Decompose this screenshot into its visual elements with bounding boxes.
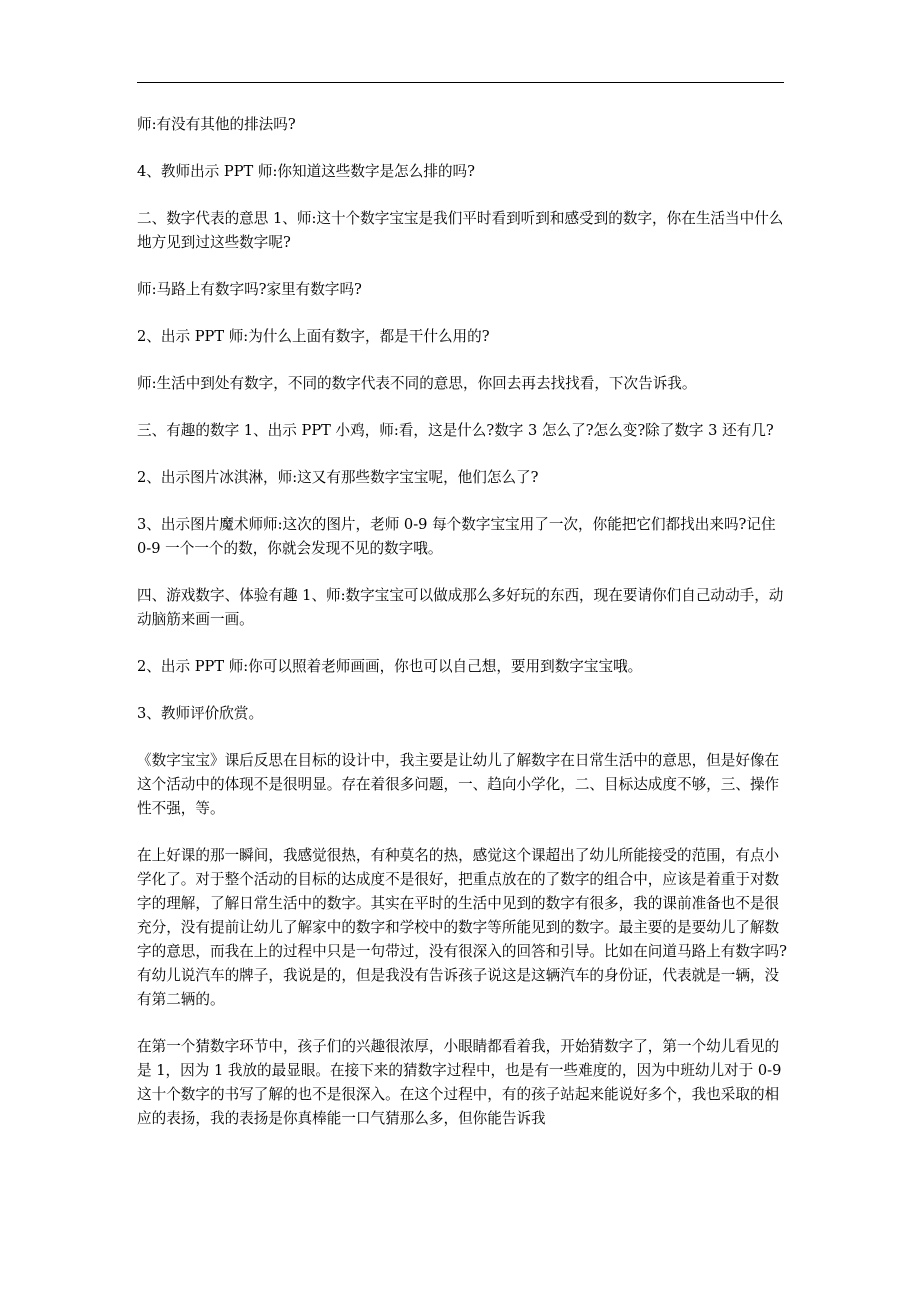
paragraph: 2、出示 PPT 师:为什么上面有数字，都是干什么用的? (137, 328, 490, 345)
paragraph: 二、数字代表的意思 1、师:这十个数字宝宝是我们平时看到听到和感受到的数字，你在生活当中什么地方见到过这些数字呢? (137, 210, 784, 251)
paragraph: 4、教师出示 PPT 师:你知道这些数字是怎么排的吗? (137, 163, 475, 180)
paragraph: 师:生活中到处有数字，不同的数字代表不同的意思，你回去再去找找看，下次告诉我。 (137, 375, 697, 392)
paragraph: 四、游戏数字、体验有趣 1、师:数字宝宝可以做成那么多好玩的东西，现在要请你们自己动动手，动动脑筋来画一画。 (137, 587, 784, 628)
paragraph: 师:马路上有数字吗?家里有数字吗? (137, 281, 362, 298)
paragraph: 2、出示图片冰淇淋，师:这又有那些数字宝宝呢，他们怎么了? (137, 469, 539, 486)
document-body (137, 113, 787, 1154)
paragraph: 3、出示图片魔术师师:这次的图片，老师 0-9 每个数字宝宝用了一次，你能把它们都找出来吗?记住 0-9 一个一个的数，你就会发现不见的数字哦。 (137, 516, 776, 557)
paragraph: 在第一个猜数字环节中，孩子们的兴趣很浓厚，小眼睛都看着我，开始猜数字了，第一个幼儿看见的是 1，因为 1 我放的最显眼。在接下来的猜数字过程中，也是有一些难度的，因为中班幼儿对于 0-9 这十个数字的书写了解的也不是很深入。在这个过程中，有的孩子站起来能说好多个，我也采取的相应的表扬，我的表扬是你真棒能一口气猜那么多，但你能告诉我 (137, 1038, 782, 1127)
header-rule (137, 82, 784, 83)
paragraph: 3、教师评价欣赏。 (137, 705, 264, 722)
paragraph: 师:有没有其他的排法吗? (137, 116, 296, 133)
paragraph: 三、有趣的数字 1、出示 PPT 小鸡，师:看，这是什么?数字 3 怎么了?怎么变?除了数字 3 还有几? (137, 422, 774, 439)
paragraph: 在上好课的那一瞬间，我感觉很热，有种莫名的热，感觉这个课超出了幼儿所能接受的范围，有点小学化了。对于整个活动的目标的达成度不是很好，把重点放在的了数字的组合中，应该是着重于对数字的理解，了解日常生活中的数字。其实在平时的生活中见到的数字有很多，我的课前准备也不是很充分，没有提前让幼儿了解家中的数字和学校中的数字等所能见到的数字。最主要的是要幼儿了解数字的意思，而我在上的过程中只是一句带过，没有很深入的回答和引导。比如在问道马路上有数字吗?有幼儿说汽车的牌子，我说是的，但是我没有告诉孩子说这是这辆汽车的身份证，代表就是一辆，没有第二辆的。 (137, 847, 787, 1008)
paragraph: 《数字宝宝》课后反思在目标的设计中，我主要是让幼儿了解数字在日常生活中的意思，但是好像在这个活动中的体现不是很明显。存在着很多问题，一、趋向小学化，二、目标达成度不够，三、操作性不强，等。 (137, 752, 780, 817)
paragraph: 2、出示 PPT 师:你可以照着老师画画，你也可以自己想，要用到数字宝宝哦。 (137, 658, 643, 675)
